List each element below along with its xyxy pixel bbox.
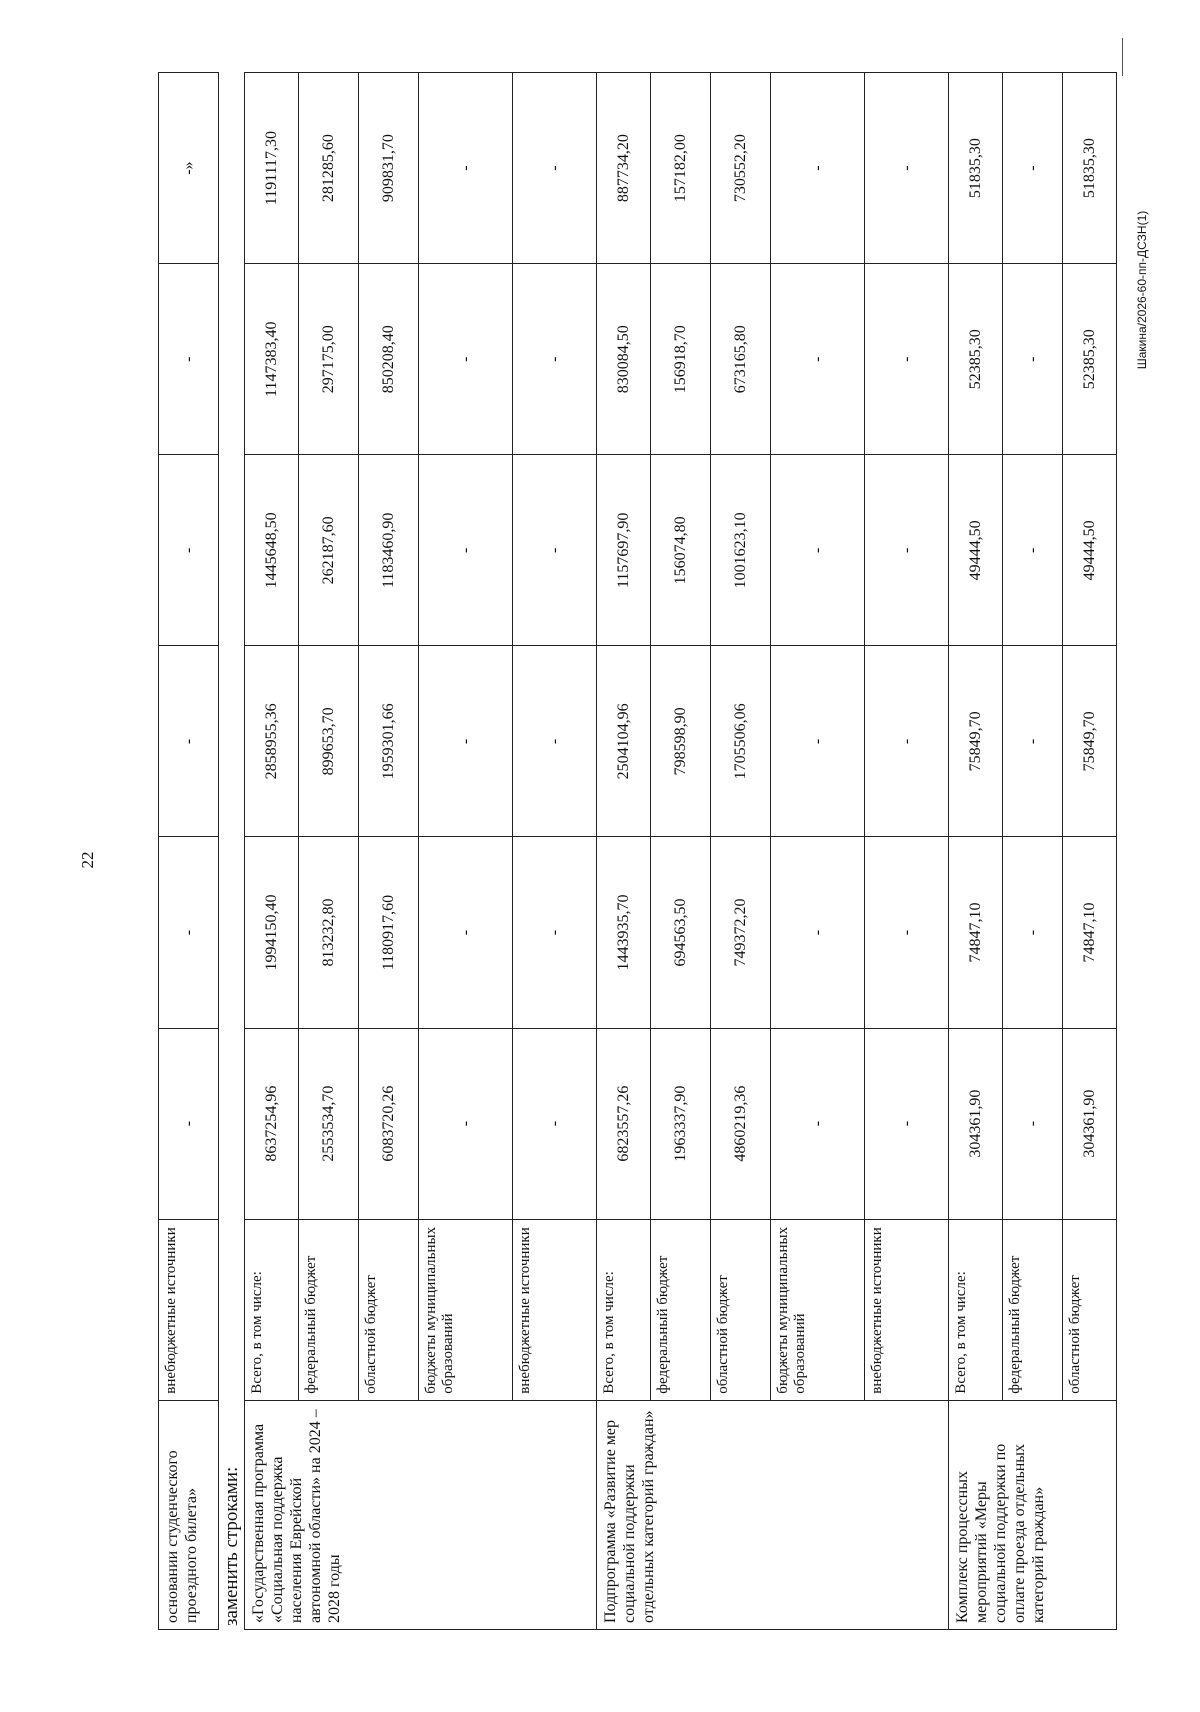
value-cell: - bbox=[513, 455, 597, 646]
value-cell: 262187,60 bbox=[299, 455, 359, 646]
value-cell: - bbox=[419, 646, 513, 837]
value-cell: - bbox=[771, 455, 865, 646]
value-cell: 2553534,70 bbox=[299, 1028, 359, 1219]
value-cell: 49444,50 bbox=[1063, 455, 1117, 646]
value-cell: 1001623,10 bbox=[711, 455, 771, 646]
value-cell: 157182,00 bbox=[651, 73, 711, 264]
value-cell: 2858955,36 bbox=[245, 646, 299, 837]
document-code: Шакина/2026-60-пп-ДСЗН(1) bbox=[1135, 210, 1149, 370]
value-cell: 1994150,40 bbox=[245, 837, 299, 1028]
value-cell: - bbox=[865, 455, 949, 646]
funding-table bbox=[244, 72, 1117, 1630]
table-row bbox=[513, 73, 597, 1630]
value-cell: 52385,30 bbox=[949, 264, 1003, 455]
value-cell: 75849,70 bbox=[949, 646, 1003, 837]
funding-source-cell: бюджеты муниципальных образований bbox=[419, 1219, 513, 1400]
value-cell: 813232,80 bbox=[299, 837, 359, 1028]
value-cell: - bbox=[513, 837, 597, 1028]
funding-source-cell: областной бюджет bbox=[711, 1219, 771, 1400]
value-cell: 156918,70 bbox=[651, 264, 711, 455]
value-cell: - bbox=[513, 646, 597, 837]
value-cell: 887734,20 bbox=[597, 73, 651, 264]
table-row bbox=[711, 73, 771, 1630]
previous-row-table bbox=[158, 72, 219, 1630]
value-cell: 1705506,06 bbox=[711, 646, 771, 837]
table-row bbox=[1003, 73, 1063, 1630]
value-cell: - bbox=[771, 73, 865, 264]
value-cell: - bbox=[159, 455, 219, 646]
value-cell: 74847,10 bbox=[1063, 837, 1117, 1028]
value-cell: - bbox=[1003, 264, 1063, 455]
value-cell: - bbox=[159, 264, 219, 455]
value-cell: - bbox=[865, 73, 949, 264]
value-cell: 1180917,60 bbox=[359, 837, 419, 1028]
value-cell: 8637254,96 bbox=[245, 1028, 299, 1219]
value-cell: - bbox=[865, 837, 949, 1028]
value-cell: 304361,90 bbox=[1063, 1028, 1117, 1219]
funding-source-cell: Всего, в том числе: bbox=[949, 1219, 1003, 1400]
value-cell: - bbox=[865, 1028, 949, 1219]
value-cell: 2504104,96 bbox=[597, 646, 651, 837]
value-cell: - bbox=[865, 646, 949, 837]
table-row bbox=[245, 73, 299, 1630]
value-cell: 51835,30 bbox=[1063, 73, 1117, 264]
table-row bbox=[651, 73, 711, 1630]
value-cell: 52385,30 bbox=[1063, 264, 1117, 455]
table-row bbox=[949, 73, 1003, 1630]
funding-source-cell: федеральный бюджет bbox=[299, 1219, 359, 1400]
table-row bbox=[299, 73, 359, 1630]
value-cell: 749372,20 bbox=[711, 837, 771, 1028]
funding-source-cell: федеральный бюджет bbox=[651, 1219, 711, 1400]
value-cell: 1443935,70 bbox=[597, 837, 651, 1028]
table-row bbox=[159, 73, 219, 1630]
value-cell: 1147383,40 bbox=[245, 264, 299, 455]
value-cell: 899653,70 bbox=[299, 646, 359, 837]
program-name-cell: Подпрограмма «Развитие мер социальной поддержки отдельных категорий граждан» bbox=[597, 1400, 949, 1629]
value-cell: - bbox=[419, 1028, 513, 1219]
value-cell: 830084,50 bbox=[597, 264, 651, 455]
value-cell: 1959301,66 bbox=[359, 646, 419, 837]
value-cell: - bbox=[1003, 837, 1063, 1028]
program-name-cell: «Государственная программа «Социальная поддержка населения Еврейской автономной области» на 2024 – 2028 годы bbox=[245, 1400, 597, 1629]
value-cell: - bbox=[771, 646, 865, 837]
value-cell: 304361,90 bbox=[949, 1028, 1003, 1219]
value-cell: - bbox=[159, 1028, 219, 1219]
value-cell: 297175,00 bbox=[299, 264, 359, 455]
value-cell: - bbox=[1003, 1028, 1063, 1219]
page-number: 22 bbox=[78, 851, 97, 869]
value-cell: - bbox=[1003, 455, 1063, 646]
value-cell: 1157697,90 bbox=[597, 455, 651, 646]
value-cell: - bbox=[513, 264, 597, 455]
value-cell: 6823557,26 bbox=[597, 1028, 651, 1219]
value-cell: - bbox=[771, 1028, 865, 1219]
table-row bbox=[359, 73, 419, 1630]
value-cell: 156074,80 bbox=[651, 455, 711, 646]
value-cell: - bbox=[771, 264, 865, 455]
value-cell: - bbox=[771, 837, 865, 1028]
program-name-cell: основании студенческого проездного билета» bbox=[159, 1400, 219, 1629]
table-row bbox=[1063, 73, 1117, 1630]
table-row bbox=[419, 73, 513, 1630]
value-cell: - bbox=[1003, 73, 1063, 264]
value-cell: 1191117,30 bbox=[245, 73, 299, 264]
value-cell: - bbox=[419, 264, 513, 455]
funding-source-cell: внебюджетные источники bbox=[513, 1219, 597, 1400]
value-cell: 51835,30 bbox=[949, 73, 1003, 264]
value-cell: 1183460,90 bbox=[359, 455, 419, 646]
value-cell: - bbox=[159, 646, 219, 837]
value-cell: 730552,20 bbox=[711, 73, 771, 264]
value-cell: - bbox=[419, 455, 513, 646]
funding-source-cell: областной бюджет bbox=[359, 1219, 419, 1400]
value-cell: 1445648,50 bbox=[245, 455, 299, 646]
value-cell: - bbox=[419, 73, 513, 264]
value-cell: 694563,50 bbox=[651, 837, 711, 1028]
funding-source-cell: внебюджетные источники bbox=[865, 1219, 949, 1400]
table-row bbox=[771, 73, 865, 1630]
rotated-content bbox=[158, 70, 1098, 1630]
section-label: заменить строками: bbox=[221, 1466, 242, 1626]
value-cell: - bbox=[513, 73, 597, 264]
funding-source-cell: Всего, в том числе: bbox=[597, 1219, 651, 1400]
value-cell: 281285,60 bbox=[299, 73, 359, 264]
funding-source-cell: бюджеты муниципальных образований bbox=[771, 1219, 865, 1400]
funding-source-cell: областной бюджет bbox=[1063, 1219, 1117, 1400]
value-cell: 850208,40 bbox=[359, 264, 419, 455]
value-cell: 75849,70 bbox=[1063, 646, 1117, 837]
table-row bbox=[597, 73, 651, 1630]
value-cell: - bbox=[513, 1028, 597, 1219]
program-name-cell: Комплекс процессных мероприятий «Меры социальной поддержки по оплате проезда отдельных категорий граждан» bbox=[949, 1400, 1117, 1629]
value-cell: 909831,70 bbox=[359, 73, 419, 264]
value-cell: - bbox=[419, 837, 513, 1028]
value-cell: 6083720,26 bbox=[359, 1028, 419, 1219]
value-cell: - bbox=[159, 837, 219, 1028]
value-cell: -» bbox=[159, 73, 219, 264]
value-cell: 798598,90 bbox=[651, 646, 711, 837]
table-row bbox=[865, 73, 949, 1630]
value-cell: 4860219,36 bbox=[711, 1028, 771, 1219]
value-cell: - bbox=[865, 264, 949, 455]
value-cell: - bbox=[1003, 646, 1063, 837]
value-cell: 1963337,90 bbox=[651, 1028, 711, 1219]
value-cell: 74847,10 bbox=[949, 837, 1003, 1028]
funding-source-cell: федеральный бюджет bbox=[1003, 1219, 1063, 1400]
value-cell: 673165,80 bbox=[711, 264, 771, 455]
edge-line bbox=[1122, 38, 1123, 76]
funding-source-cell: внебюджетные источники bbox=[159, 1219, 219, 1400]
funding-source-cell: Всего, в том числе: bbox=[245, 1219, 299, 1400]
value-cell: 49444,50 bbox=[949, 455, 1003, 646]
